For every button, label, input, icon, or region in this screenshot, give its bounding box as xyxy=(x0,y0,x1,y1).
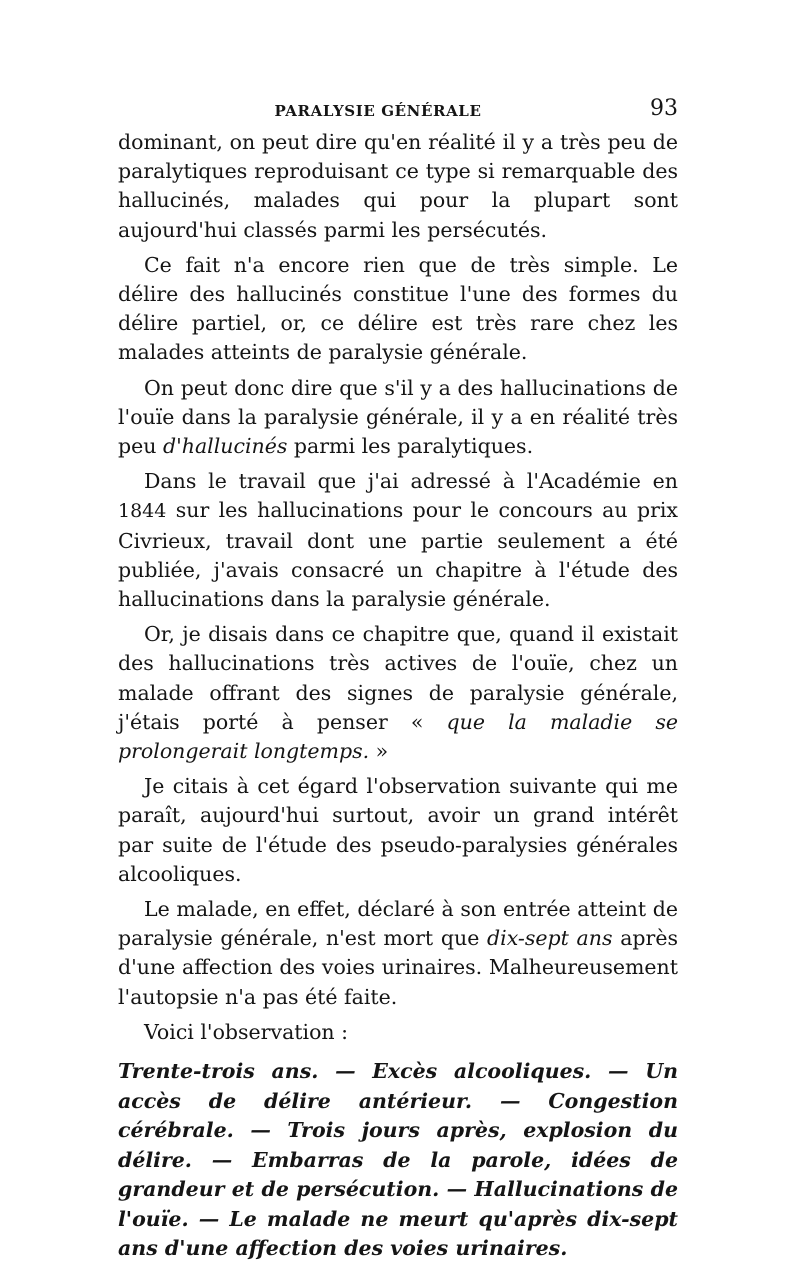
running-title: PARALYSIE GÉNÉRALE xyxy=(274,102,482,120)
paragraph xyxy=(118,467,678,614)
paragraph-text: parmi les paralytiques. xyxy=(287,434,534,459)
emphasis-text: que la maladie se prolongerait longtemps. xyxy=(118,709,678,764)
paragraph-text: Or, je disais dans ce chapitre que, quand il existait des hallucinations très actives de l'ouïe, chez un malade offrant des signes de paralysie générale, j'étais porté à penser « xyxy=(118,622,678,734)
paragraph: Je citais à cet égard l'observation suivante qui me paraît, aujourd'hui surtout, avoir un grand intérêt par suite de l'étude des pseudo-paralysies générales alcooliques. xyxy=(118,774,678,886)
paragraph-text: Dans le travail que j'ai adressé à l'Académie en xyxy=(144,469,678,494)
paragraph: Voici l'observation : xyxy=(144,1019,349,1044)
paragraph-text: sur les hallucinations pour le concours au prix Civrieux, travail dont une partie seulement a été publiée, j'avais consacré un chapitre à l'étude des hallucinations dans la paralysie générale. xyxy=(118,498,678,612)
paragraph-text: » xyxy=(369,739,389,764)
observation-summary: Trente-trois ans. — Excès alcooliques. — Un accès de délire antérieur. — Congestion cérébrale. — Trois jours après, explosion du délire. — Embarras de la parole, idées de grandeur et de persécution. — Hallucinations de l'ouïe. — Le malade ne meurt qu'après dix-sept ans d'une affection des voies urinaires. xyxy=(118,1059,678,1261)
year-text: 1844 xyxy=(118,500,167,523)
paragraph-text: On peut donc dire que s'il y a des hallucinations de l'ouïe dans la paralysie générale, il y a en réalité très peu xyxy=(118,375,678,459)
paragraph-continuation: dominant, on peut dire qu'en réalité il y a très peu de paralytiques reproduisant ce type si remarquable des hallucinés, malades qui pour la plupart sont aujourd'hui classés parmi les persécutés. xyxy=(118,130,678,242)
paragraph-text: Le malade, en effet, déclaré à son entrée atteint de paralysie générale, n'est mort que xyxy=(118,897,678,951)
running-head xyxy=(118,96,678,126)
emphasis-text: d'hallucinés xyxy=(162,434,288,459)
paragraph: Ce fait n'a encore rien que de très simple. Le délire des hallucinés constitue l'une des formes du délire partiel, or, ce délire est très rare chez les malades atteints de paralysie générale. xyxy=(118,252,678,365)
paragraph xyxy=(118,895,678,1012)
paragraph xyxy=(118,620,678,766)
page-number: 93 xyxy=(650,96,678,121)
paragraph xyxy=(118,374,678,462)
emphasis-text: dix-sept ans xyxy=(487,926,613,951)
body-text xyxy=(118,128,678,1264)
paragraph-text: après d'une affection des voies urinaires. Malheureusement l'autopsie n'a pas été faite. xyxy=(118,926,678,1009)
